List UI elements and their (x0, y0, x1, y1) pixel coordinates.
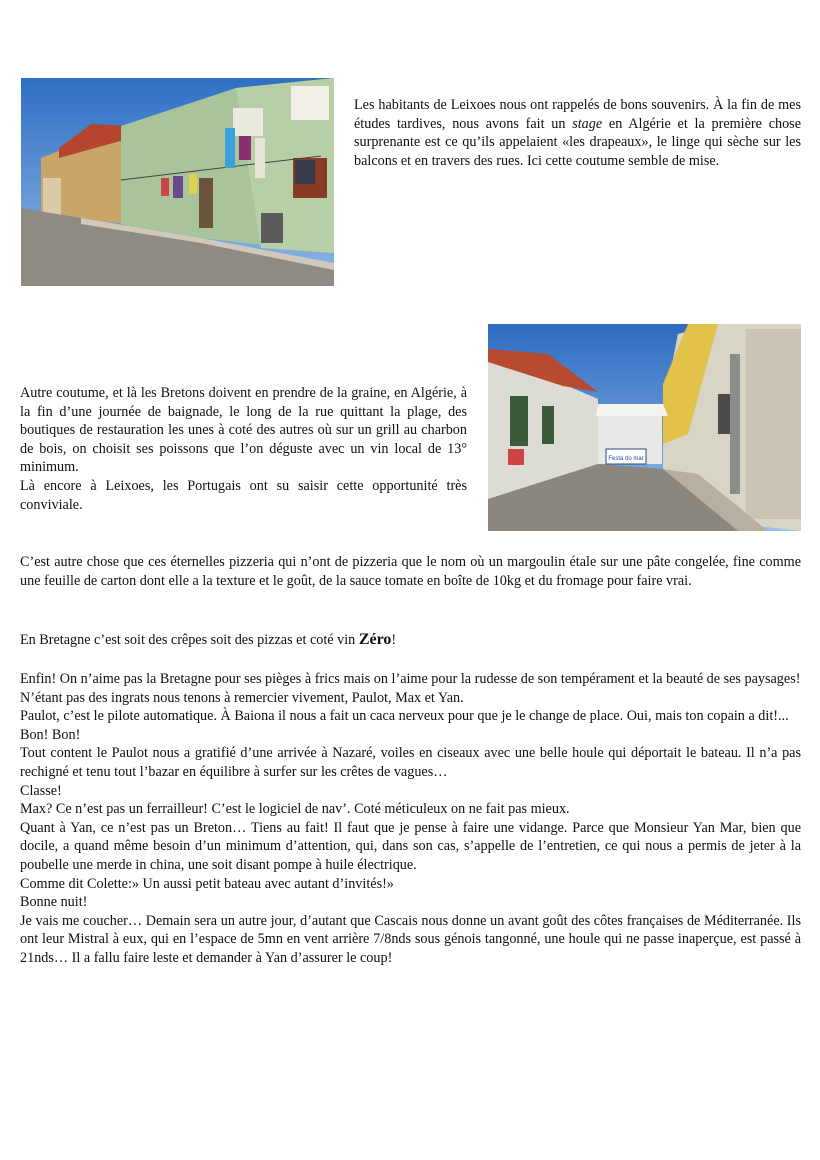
paragraph-restaurants-line2: Là encore à Leixoes, les Portugais ont su saisir cette opportunité très conviviale. (20, 477, 467, 513)
paragraph-bretagne (20, 631, 801, 650)
paragraph-restaurants (20, 384, 467, 514)
thanks-line: Comme dit Colette:» Un aussi petit bateau avec autant d’invités!» (20, 875, 394, 892)
thanks-line: Tout content le Paulot nous a gratifié d’une arrivée à Nazaré, voiles en ciseaux avec une belle houle qui déportait le bateau. Il n’a pas rechigné et tenu tout l’bazar en équilibre à surfer sur les crêtes de vagues… (20, 745, 801, 780)
paragraph-laundry-start: Les habitants de Leixoes nous ont rappelés de bons souvenirs. À la fin de mes études tardives, nous avons fait un (354, 97, 801, 132)
paragraph-pizzeria-text: C’est autre chose que ces éternelles pizzeria qui n’ont de pizzeria que le nom où un margoulin étale sur une pâte congelée, fine comme une feuille de carton dont elle a la texture et le goût, de la sauce tomate en boîte de 10kg et du fromage pour faire vrai. (20, 554, 801, 589)
paragraph-pizzeria (20, 553, 801, 590)
thanks-line: Enfin! On n’aime pas la Bretagne pour ses pièges à frics mais on l’aime pour la rudesse de son tempérament et la beauté de ses paysages! (20, 671, 801, 687)
paragraph-laundry-end: en Algérie et la première chose surprenante est ce qu’ils appelaient «les drapeaux», le linge qui sèche sur les balcons et en travers des rues. Ici cette coutume semble de mise. (354, 115, 801, 169)
thanks-line: Quant à Yan, ce n’est pas un Breton… Tiens au fait! Il faut que je pense à faire une vidange. Parce que Monsieur Yan Mar, bien que docile, a quand même besoin d’un minimum d’attention, qui, dans son cas, s’appelle de l’entretien, ce qui nous a permis de jeter à la poubelle une merde in china, une soit disant pompe à huile électrique. (20, 819, 801, 873)
paragraph-thanks-block (20, 670, 801, 968)
thanks-line: N’étant pas des ingrats nous tenons à remercier vivement, Paulot, Max et Yan. (20, 689, 464, 706)
thanks-line: Classe! (20, 782, 62, 799)
thanks-line: Je vais me coucher… Demain sera un autre jour, d’autant que Cascais nous donne un avant goût des côtes françaises de Méditerranée. Ils ont leur Mistral à eux, qui en l’espace de 5mn en vent arrière 7/8nds sous génois tangonné, une houle qui ne passe inaperçue, est passé à 21nds… Il a fallu faire leste et demander à Yan d’assurer le coup! (20, 912, 801, 966)
thanks-line: Max? Ce n’est pas un ferrailleur! C’est le logiciel de nav’. Coté méticuleux on ne fait pas mieux. (20, 801, 570, 818)
zero-word: Zéro (358, 631, 392, 648)
street-restaurant-photo (488, 324, 801, 531)
festa-sign-text: Festa do mar (608, 456, 644, 462)
paragraph-bretagne-end: ! (391, 632, 397, 648)
thanks-line: Bon! Bon! (20, 726, 81, 743)
street-laundry-photo (21, 78, 334, 286)
paragraph-restaurants-line1: Autre coutume, et là les Bretons doivent en prendre de la graine, en Algérie, à la fin d’une journée de baignade, le long de la rue quittant la plage, des boutiques de restauration les unes à coté des autres où sur un grill au charbon de bois, on choisit ses poissons que l’on déguste avec un vin local de 13° minimum. (20, 385, 467, 476)
thanks-line: Bonne nuit! (20, 894, 88, 911)
thanks-line: Paulot, c’est le pilote automatique. À Baiona il nous a fait un caca nerveux pour que je le change de place. Oui, mais ton copain a dit!... (20, 708, 789, 725)
stage-word: stage (572, 115, 603, 132)
paragraph-bretagne-start: En Bretagne c’est soit des crêpes soit des pizzas et coté vin (20, 632, 359, 648)
paragraph-laundry (354, 96, 801, 170)
